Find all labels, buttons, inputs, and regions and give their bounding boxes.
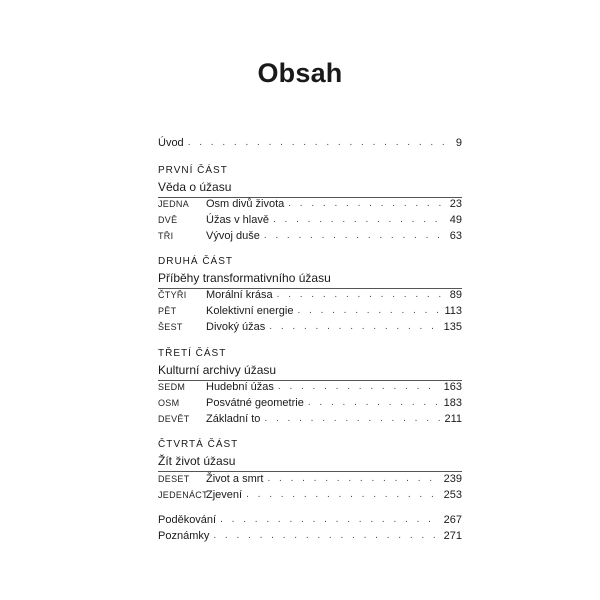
entry-title: Základní to [206, 413, 261, 425]
entry-page: 163 [443, 381, 462, 393]
toc-entry [158, 227, 462, 243]
part-label: DRUHÁ ČÁST [158, 256, 234, 267]
chapter-number: DEVĚT [158, 414, 190, 424]
toc-entry [158, 410, 462, 426]
toc-entry-back [158, 511, 462, 527]
leader-dots [264, 229, 446, 243]
leader-dots [273, 213, 446, 227]
chapter-number: ŠEST [158, 322, 183, 332]
entry-page: 63 [449, 230, 462, 242]
leader-dots [220, 513, 440, 527]
part-label: ČTVRTÁ ČÁST [158, 439, 239, 450]
toc-entry [158, 378, 462, 394]
chapter-number: DVĚ [158, 215, 178, 225]
toc-entry [158, 302, 462, 318]
leader-dots [278, 380, 440, 394]
leader-dots [277, 288, 446, 302]
toc-entry [158, 318, 462, 334]
toc-entry-intro [158, 134, 462, 150]
part-title: Příběhy transformativního úžasu [158, 271, 331, 285]
part-title: Věda o úžasu [158, 180, 232, 194]
entry-title: Posvátné geometrie [206, 397, 304, 409]
chapter-number: JEDNA [158, 199, 190, 209]
leader-dots [288, 197, 446, 211]
entry-page: 113 [444, 305, 462, 317]
toc-entry-back [158, 527, 462, 543]
chapter-number: SEDM [158, 382, 186, 392]
leader-dots [213, 529, 439, 543]
chapter-number: PĚT [158, 306, 177, 316]
entry-page: 89 [449, 289, 462, 301]
entry-title: Poděkování [158, 514, 217, 526]
part-label: PRVNÍ ČÁST [158, 165, 228, 176]
chapter-number: DESET [158, 474, 190, 484]
part-title: Kulturní archivy úžasu [158, 363, 277, 377]
leader-dots [297, 304, 440, 318]
entry-title: Kolektivní energie [206, 305, 294, 317]
leader-dots [308, 396, 440, 410]
part-label: TŘETÍ ČÁST [158, 348, 227, 359]
entry-page: 49 [449, 214, 462, 226]
part-title: Žít život úžasu [158, 454, 236, 468]
entry-page: 211 [444, 413, 462, 425]
entry-title: Život a smrt [206, 473, 264, 485]
entry-title: Osm divů života [206, 198, 285, 210]
leader-dots [246, 488, 440, 502]
entry-page: 267 [443, 514, 462, 526]
page-title: Obsah [257, 58, 343, 88]
leader-dots [267, 472, 439, 486]
leader-dots [188, 136, 452, 150]
entry-title: Hudební úžas [206, 381, 274, 393]
toc-entry [158, 195, 462, 211]
chapter-number: OSM [158, 398, 180, 408]
entry-title: Poznámky [158, 530, 210, 542]
toc-entry [158, 486, 462, 502]
entry-title: Vývoj duše [206, 230, 260, 242]
chapter-number: ČTYŘI [158, 290, 187, 300]
entry-title: Zjevení [206, 489, 243, 501]
entry-page: 239 [443, 473, 462, 485]
entry-page: 271 [443, 530, 462, 542]
chapter-number: TŘI [158, 231, 174, 241]
toc-entry [158, 211, 462, 227]
entry-title: Divoký úžas [206, 321, 266, 333]
toc-entry [158, 470, 462, 486]
entry-page: 9 [455, 137, 462, 149]
leader-dots [264, 412, 440, 426]
entry-title: Morální krása [206, 289, 273, 301]
entry-title: Úžas v hlavě [206, 214, 269, 226]
entry-page: 135 [443, 321, 462, 333]
toc-entry [158, 286, 462, 302]
toc-entry [158, 394, 462, 410]
chapter-number: JEDENÁCT [158, 490, 208, 500]
entry-page: 183 [443, 397, 462, 409]
entry-page: 253 [443, 489, 462, 501]
leader-dots [269, 320, 439, 334]
entry-title: Úvod [158, 137, 184, 149]
entry-page: 23 [449, 198, 462, 210]
